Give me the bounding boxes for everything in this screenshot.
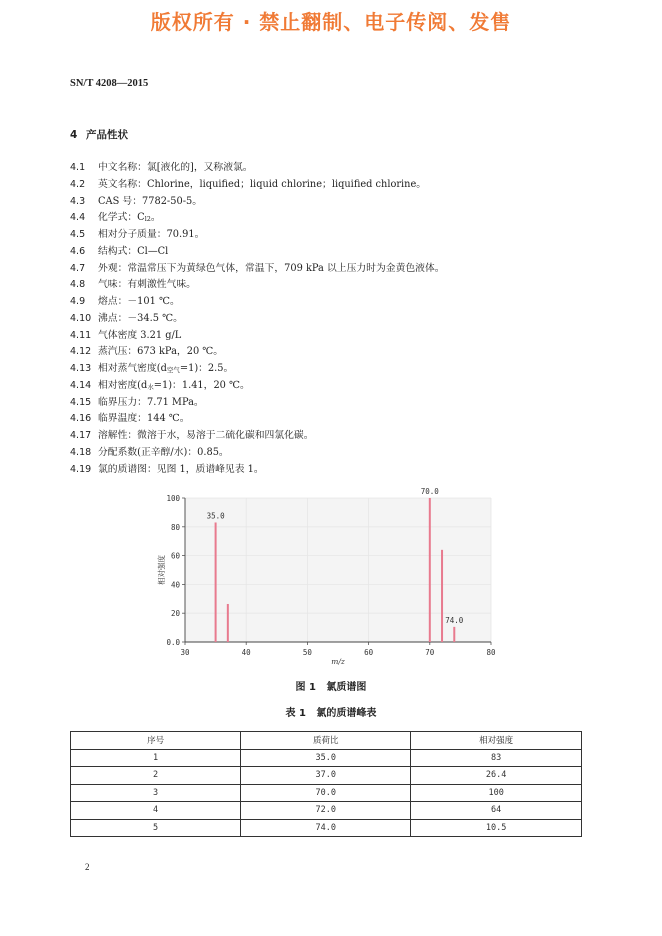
col-header-index: 序号 [71, 732, 241, 750]
item-number: 4.2 [70, 178, 86, 190]
property-item [70, 445, 610, 462]
y-axis-label: 相对强度 [157, 555, 166, 585]
item-number: 4.9 [70, 296, 86, 307]
item-text: 英文名称：Chlorine，liquified；liquid chlorine；liquified chlorine。 [98, 178, 427, 190]
property-item [70, 177, 610, 194]
mass-spectrum-chart [152, 488, 516, 668]
item-number: 4.17 [70, 430, 92, 441]
y-tick-label: 60 [170, 551, 180, 561]
property-item [70, 227, 610, 244]
item-number: 4.19 [70, 463, 92, 475]
item-text [98, 212, 161, 223]
item-text: 气味：有刺激性气味。 [98, 279, 196, 291]
item-text: 蒸汽压：673 kPa，20 ℃。 [98, 346, 224, 358]
peak-label: 74.0 [445, 615, 464, 625]
item-number: 4.5 [70, 229, 86, 240]
table-cell: 72.0 [241, 802, 411, 820]
property-item [70, 261, 610, 278]
mass-peak-table [70, 731, 582, 837]
table-cell: 74.0 [241, 819, 411, 837]
item-number: 4.13 [70, 363, 92, 374]
item-text: 分配系数(正辛醇/水)：0.85。 [98, 446, 229, 458]
x-tick-label: 60 [364, 648, 374, 657]
item-text-sub: l2 [144, 215, 151, 224]
item-text-sub: 空气 [166, 366, 180, 374]
spectrum-peak [441, 550, 443, 642]
item-text-pre: 化学式：C [98, 212, 145, 224]
y-tick-label: 20 [170, 609, 180, 619]
item-text: CAS 号：7782-50-5。 [98, 195, 203, 207]
col-header-intensity: 相对强度 [411, 732, 582, 750]
property-item [70, 395, 610, 412]
item-text-post: =1)：1.41，20 ℃。 [153, 379, 250, 391]
y-tick-label: 100 [166, 494, 180, 503]
y-tick-label: 40 [170, 580, 180, 590]
item-number: 4.4 [70, 212, 86, 224]
property-item [70, 277, 610, 294]
table-cell: 2 [71, 767, 241, 785]
item-number: 4.12 [70, 346, 92, 358]
standard-code: SN/T 4208—2015 [70, 78, 149, 89]
table-cell: 5 [71, 819, 241, 837]
item-number: 4.6 [70, 245, 86, 257]
property-item [70, 328, 610, 345]
item-number: 4.3 [70, 195, 86, 207]
item-text-post: =1)：2.5。 [179, 363, 234, 374]
item-text: 熔点：－101 ℃。 [98, 296, 180, 307]
x-tick-label: 30 [180, 648, 190, 657]
x-tick-label: 70 [425, 648, 435, 657]
table-cell: 3 [71, 784, 241, 802]
table-cell: 70.0 [241, 784, 411, 802]
x-axis-label: m/z [331, 657, 345, 666]
item-number: 4.16 [70, 413, 92, 425]
item-text: 溶解性：微溶于水，易溶于二硫化碳和四氯化碳。 [98, 430, 314, 441]
property-item [70, 411, 610, 428]
item-number: 4.15 [70, 396, 92, 408]
table-row [71, 802, 582, 820]
item-number: 4.10 [70, 312, 92, 324]
property-item [70, 244, 610, 261]
item-number: 4.7 [70, 262, 86, 274]
table-caption: 表 1 氯的质谱峰表 [285, 708, 377, 719]
x-tick-label: 80 [486, 648, 496, 657]
item-text: 相对分子质量：70.91。 [98, 229, 205, 240]
table-cell: 64 [411, 802, 582, 820]
item-text: 临界温度：144 ℃。 [98, 413, 190, 425]
section-heading [70, 127, 128, 142]
spectrum-peak [227, 604, 229, 642]
item-text-sub: 水 [147, 382, 154, 391]
property-item [70, 462, 610, 479]
property-item [70, 428, 610, 445]
item-text: 中文名称：氯[液化的]，又称液氯。 [98, 162, 253, 173]
table-row [71, 749, 582, 767]
property-item [70, 294, 610, 311]
property-item [70, 160, 610, 177]
item-text: 临界压力：7.71 MPa。 [98, 396, 204, 408]
property-item [70, 378, 610, 395]
table-row [71, 819, 582, 837]
peak-label: 35.0 [206, 511, 225, 521]
col-header-mz: 质荷比 [241, 732, 411, 750]
table-cell: 10.5 [411, 819, 582, 837]
property-item [70, 344, 610, 361]
item-number: 4.18 [70, 446, 92, 458]
figure-caption: 图 1 氯质谱图 [295, 682, 367, 693]
item-text: 气体密度 3.21 g/L [98, 329, 182, 341]
property-item [70, 361, 610, 378]
section-number: 4 [70, 129, 78, 141]
item-number: 4.14 [70, 379, 92, 391]
table-cell: 26.4 [411, 767, 582, 785]
peak-label: 70.0 [420, 488, 439, 496]
item-text: 外观：常温常压下为黄绿色气体，常温下，709 kPa 以上压力时为金黄色液体。 [98, 262, 445, 274]
table-cell: 37.0 [241, 767, 411, 785]
item-number: 4.1 [70, 162, 86, 173]
spectrum-peak [429, 498, 431, 642]
property-item [70, 210, 610, 227]
table-cell: 35.0 [241, 749, 411, 767]
table-cell: 1 [71, 749, 241, 767]
item-number: 4.11 [70, 329, 92, 341]
item-text: 结构式：Cl—Cl [98, 245, 169, 257]
copyright-watermark: 版权所有 · 禁止翻制、电子传阅、发售 [150, 10, 512, 34]
table-header-row [71, 732, 582, 750]
page-number: 2 [85, 862, 90, 872]
property-item [70, 311, 610, 328]
item-text-pre: 相对蒸气密度(d [98, 363, 167, 374]
x-tick-label: 50 [302, 648, 312, 657]
item-text [98, 363, 233, 374]
x-tick-label: 40 [241, 648, 251, 657]
item-text-post: 。 [150, 212, 161, 224]
table-row [71, 784, 582, 802]
property-item [70, 194, 610, 211]
spectrum-peak [215, 522, 217, 642]
spectrum-peak [453, 627, 455, 642]
item-number: 4.8 [70, 279, 86, 291]
item-text: 氯的质谱图：见图 1，质谱峰见表 1。 [98, 463, 264, 475]
table-cell: 83 [411, 749, 582, 767]
table-cell: 4 [71, 802, 241, 820]
y-tick-label: 80 [170, 522, 180, 532]
section-title: 产品性状 [86, 129, 128, 141]
item-text-pre: 相对密度(d [98, 379, 148, 391]
mass-spectrum-svg [152, 488, 516, 668]
property-list [70, 160, 610, 478]
y-tick-label: 0.0 [166, 638, 180, 647]
item-text [98, 380, 250, 391]
item-text: 沸点：－34.5 ℃。 [98, 312, 183, 324]
table-row [71, 767, 582, 785]
table-cell: 100 [411, 784, 582, 802]
